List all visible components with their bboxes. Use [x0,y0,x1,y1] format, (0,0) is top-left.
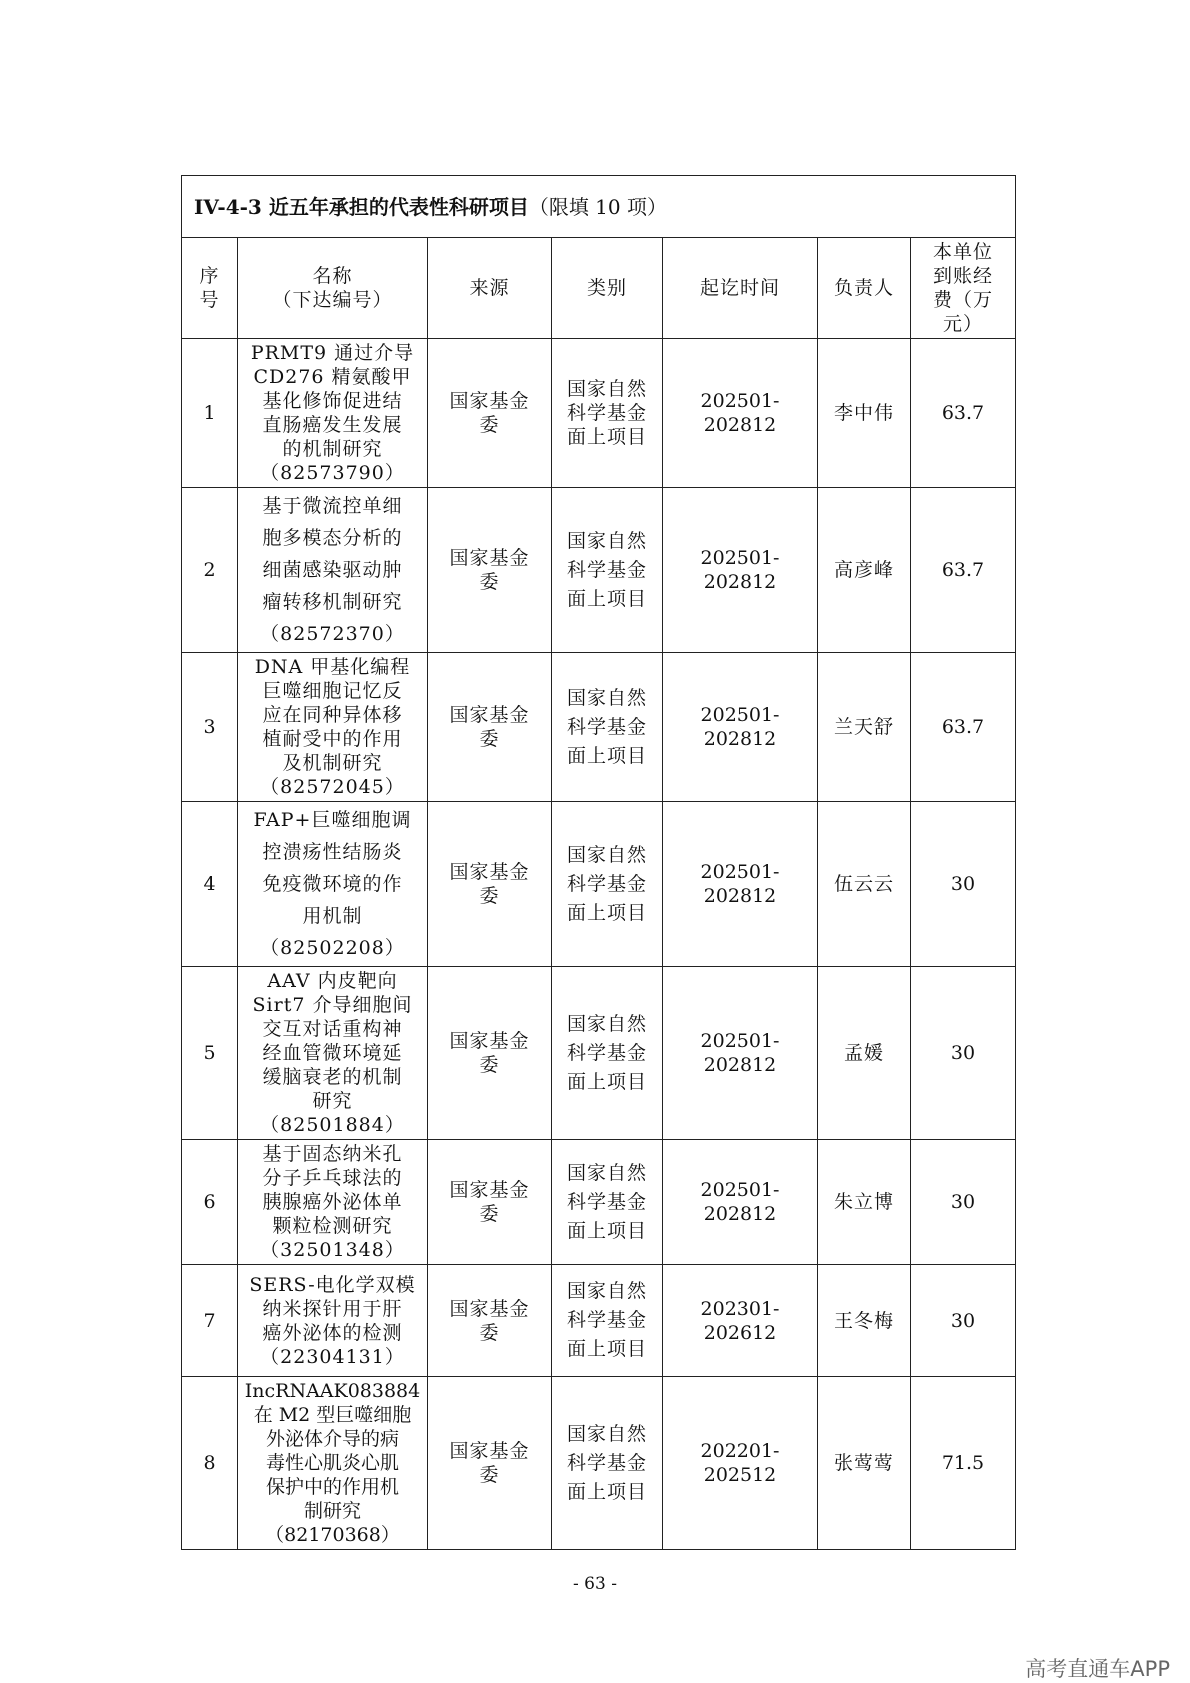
row-leader: 朱立博 [818,1140,911,1265]
row-category: 国家自然 科学基金 面上项目 [552,1140,663,1265]
table-row [182,1377,1016,1550]
row-source: 国家基金 委 [428,488,552,653]
row-seq: 4 [182,802,238,967]
header-period: 起讫时间 [663,238,818,339]
header-funding: 本单位 到账经 费（万 元） [911,238,1016,339]
row-period: 202501-202812 [663,653,818,802]
row-category: 国家自然 科学基金 面上项目 [552,802,663,967]
header-category: 类别 [552,238,663,339]
row-source: 国家基金 委 [428,1265,552,1377]
row-seq: 1 [182,339,238,488]
row-name: IncRNAAK083884 在 M2 型巨噬细胞 外泌体介导的病 毒性心肌炎心肌 保护中的作用机 制研究 （82170368） [238,1377,428,1550]
row-funding: 63.7 [911,339,1016,488]
row-source: 国家基金 委 [428,339,552,488]
table-row [182,967,1016,1140]
row-category: 国家自然 科学基金 面上项目 [552,653,663,802]
row-leader: 伍云云 [818,802,911,967]
header-leader: 负责人 [818,238,911,339]
row-name: DNA 甲基化编程 巨噬细胞记忆反 应在同种异体移 植耐受中的作用 及机制研究 （82572045） [238,653,428,802]
row-seq: 8 [182,1377,238,1550]
section-title-cell [182,176,1016,238]
header-source: 来源 [428,238,552,339]
row-leader: 王冬梅 [818,1265,911,1377]
section-title: IV-4-3 近五年承担的代表性科研项目 [194,194,529,219]
row-name: 基于固态纳米孔 分子乒乓球法的 胰腺癌外泌体单 颗粒检测研究 （32501348） [238,1140,428,1265]
row-funding: 71.5 [911,1377,1016,1550]
row-period: 202501-202812 [663,802,818,967]
row-leader: 张莺莺 [818,1377,911,1550]
row-name: PRMT9 通过介导 CD276 精氨酸甲 基化修饰促进结 直肠癌发生发展 的机制研究 （82573790） [238,339,428,488]
section-note: （限填 10 项） [528,194,667,219]
table-header-row [182,238,1016,339]
row-funding: 63.7 [911,488,1016,653]
row-period: 202501-202812 [663,339,818,488]
row-leader: 李中伟 [818,339,911,488]
row-period: 202501-202812 [663,488,818,653]
row-source: 国家基金 委 [428,802,552,967]
page-number: - 63 - [573,1574,617,1594]
row-funding: 30 [911,802,1016,967]
row-leader: 兰天舒 [818,653,911,802]
row-period: 202301-202612 [663,1265,818,1377]
table-row [182,653,1016,802]
row-leader: 孟媛 [818,967,911,1140]
row-funding: 30 [911,1265,1016,1377]
row-category: 国家自然 科学基金 面上项目 [552,1377,663,1550]
projects-table-wrap [181,175,1015,1550]
header-name: 名称 （下达编号） [238,238,428,339]
row-name: AAV 内皮靶向 Sirt7 介导细胞间 交互对话重构神 经血管微环境延 缓脑衰老的机制 研究 （82501884） [238,967,428,1140]
row-period: 202501-202812 [663,1140,818,1265]
row-category: 国家自然 科学基金 面上项目 [552,488,663,653]
row-leader: 高彦峰 [818,488,911,653]
row-category: 国家自然 科学基金 面上项目 [552,339,663,488]
row-source: 国家基金 委 [428,967,552,1140]
table-row [182,802,1016,967]
row-period: 202201-202512 [663,1377,818,1550]
row-funding: 30 [911,1140,1016,1265]
row-source: 国家基金 委 [428,1140,552,1265]
row-seq: 7 [182,1265,238,1377]
row-source: 国家基金 委 [428,653,552,802]
watermark: 高考直通车APP [1025,1657,1170,1681]
table-row [182,1265,1016,1377]
row-seq: 3 [182,653,238,802]
header-seq: 序 号 [182,238,238,339]
row-seq: 5 [182,967,238,1140]
table-row [182,1140,1016,1265]
row-name: FAP+巨噬细胞调 控溃疡性结肠炎 免疫微环境的作 用机制 （82502208） [238,802,428,967]
row-funding: 30 [911,967,1016,1140]
row-name: SERS-电化学双模 纳米探针用于肝 癌外泌体的检测 （22304131） [238,1265,428,1377]
row-category: 国家自然 科学基金 面上项目 [552,967,663,1140]
row-seq: 2 [182,488,238,653]
row-funding: 63.7 [911,653,1016,802]
row-name: 基于微流控单细 胞多模态分析的 细菌感染驱动肿 瘤转移机制研究 （82572370） [238,488,428,653]
row-source: 国家基金 委 [428,1377,552,1550]
table-row [182,488,1016,653]
row-seq: 6 [182,1140,238,1265]
table-row [182,339,1016,488]
row-category: 国家自然 科学基金 面上项目 [552,1265,663,1377]
row-period: 202501-202812 [663,967,818,1140]
projects-table [181,175,1016,1550]
